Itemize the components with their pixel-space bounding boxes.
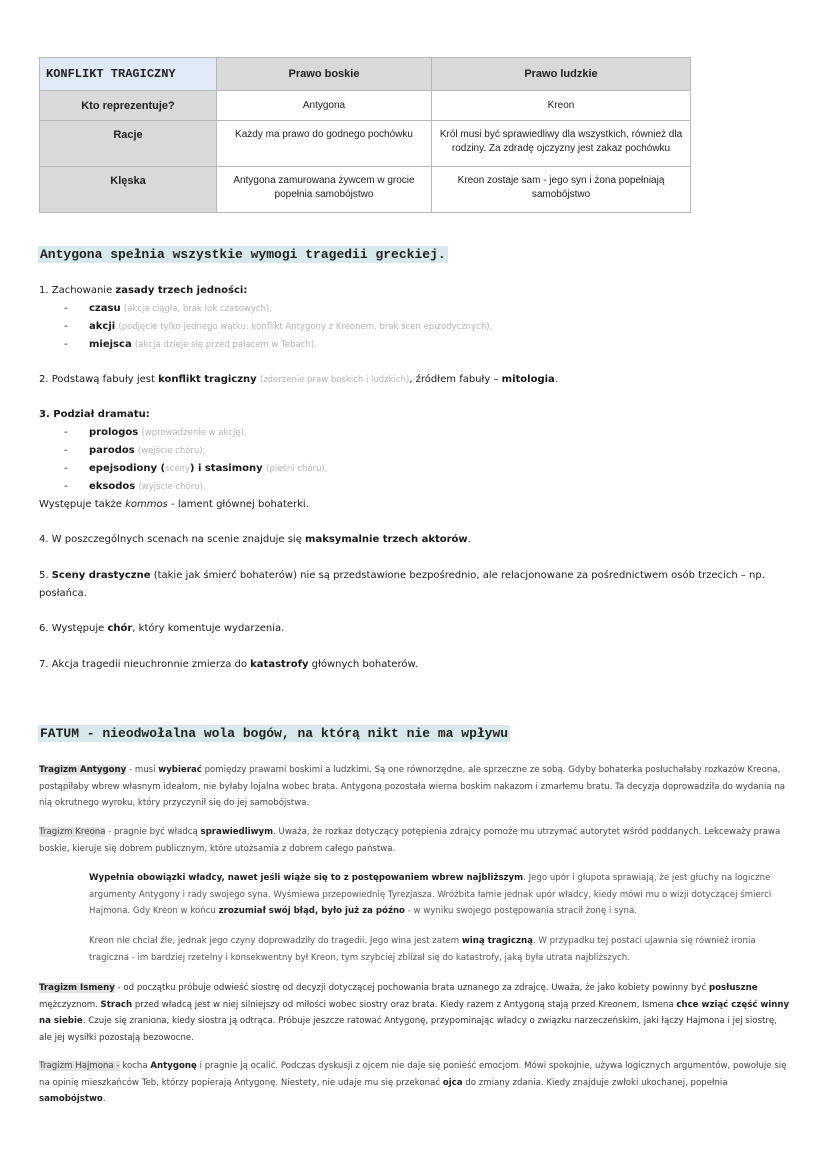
bold-text: samobójstwo <box>39 1094 103 1104</box>
bold-text: Strach <box>100 999 133 1010</box>
bold-text: maksymalnie trzech aktorów <box>305 534 468 545</box>
term: ) i stasimony <box>189 463 267 474</box>
term: eksodos <box>89 481 136 492</box>
text: do zmiany zdania. Kiedy znajduje zwłoki ukochanej, popełnia <box>462 1077 728 1088</box>
text: 7. Akcja tragedii nieuchronnie zmierza do <box>39 659 251 670</box>
conflict-table <box>39 57 691 213</box>
note: (akcja dzieje się przed pałacem w Tebach). <box>134 340 317 350</box>
text: Występuje także <box>39 499 126 510</box>
list-item: - parodos (wejście chóru), <box>64 445 206 456</box>
list-item: - prologos (wprowadzenie w akcję), <box>64 427 247 438</box>
term: prologos <box>89 427 139 438</box>
list-item: - miejsca (akcja dzieje się przed pałacem w Tebach). <box>64 339 317 350</box>
text: głównych bohaterów. <box>308 659 418 670</box>
paragraph-kreon <box>39 824 791 857</box>
text: . Jego upór i głupota sprawiają, że jest głuchy na logiczne argumenty Antygony i rady swojego syna. Wyśmiewa przepowiednię Tyrezjasza. Wróżbita łamie jednak upór władcy, kiedy mówi mu o wizji dotyczącej śmierci Hajmona. Gdy Kreon w końcu <box>89 873 772 916</box>
highlight-label: Tragizm Kreona <box>39 827 106 837</box>
highlight-label: Tragizm Ismeny <box>39 983 115 993</box>
table-corner-title: KONFLIKT TRAGICZNY <box>40 58 217 91</box>
text: . Czuje się zraniona, kiedy siostra ją odtrąca. Próbuje jeszcze ratować Antygonę, przypominając władcy o związku narzeczeńskim, jaki łączy Hajmona i jej siostrę, ale jej wysiłki pozostają bezowocne. <box>39 1016 777 1043</box>
text: (takie jak śmierć bohaterów) nie są przedstawione bezpośrednio, ale relacjonowane za pośrednictwem osób trzecich – np. <box>150 570 765 581</box>
point-6 <box>39 621 284 636</box>
term: akcji <box>89 321 116 332</box>
bold-text: Antygonę <box>150 1061 197 1071</box>
paragraph-antygona <box>39 762 791 812</box>
paragraph-kreon-detail <box>89 870 789 920</box>
note: sceny <box>165 464 190 474</box>
bold-text: winą tragiczną <box>461 936 533 946</box>
text: - w wyniku swojego postępowania stracił żonę i syna. <box>404 906 637 916</box>
table-col-header: Prawo ludzkie <box>432 58 691 91</box>
bold-text: zrozumiał swój błąd, było już za późno <box>218 906 405 916</box>
text: pomiędzy prawami boskimi a ludzkimi. Są one równorzędne, ale sprzeczne ze sobą. Gdyby bohaterka posłuchałaby rozkazów Kreona, postąpiłaby wbrew własnym ideałom, nie byłaby lojalna wobec brata. Antygona pozostała wierna boskim nakazom i zmarłemu bratu. Ta decyzja doprowadziła do wydania na nią okrutnego wyroku, który przyczynił się do jej samobójstwa. <box>39 765 786 808</box>
highlight-label: Tragizm Antygony <box>39 765 127 775</box>
list-item: - akcji (podjęcie tylko jednego wątku: konflikt Antygony z Kreonem, brak scen epizodycznych), <box>64 321 493 332</box>
table-cell: Antygona <box>217 91 432 121</box>
italic-text: kommos <box>125 499 168 510</box>
text: 5. <box>39 570 52 581</box>
bold-text: konflikt tragiczny <box>158 374 257 385</box>
list-item: - eksodos (wyjście chóru). <box>64 481 206 492</box>
text: . <box>102 1094 106 1104</box>
text: 1. Zachowanie <box>39 285 116 296</box>
note: (zderzenie praw boskich i ludzkich) <box>259 375 410 385</box>
note: (wprowadzenie w akcję), <box>141 428 247 438</box>
bold-text: chce wziąć część winny na siebie <box>39 999 790 1026</box>
table-cell: Kreon <box>432 91 691 121</box>
text: , źródłem fabuły – <box>409 374 502 385</box>
bold-text: wybierać <box>158 765 202 775</box>
text: i pragnie ją ocalić. Podczas dyskusji z ojcem nie daje się ponieść emocjom. Mówi spokojnie, używa logicznych argumentów, powołuje się na opinię mieszkańców Teb, którzy popierają Antygonę. Niestety, nie udaje mu się przekonać <box>39 1061 787 1088</box>
text: przed władcą jest w niej silniejszy od miłości wobec siostry oraz brata. Kiedy razem z Antygoną stają przed Kreonem, Ismena <box>132 999 677 1010</box>
bold-text: posłuszne <box>709 983 758 993</box>
point-5 <box>39 568 765 583</box>
paragraph-hajmon <box>39 1058 791 1108</box>
paragraph-ismena <box>39 980 791 1046</box>
highlight-label: Tragizm Hajmona - <box>39 1061 120 1071</box>
text: . <box>467 534 471 545</box>
text: - od początku próbuje odwieść siostrę od decyzji dotyczącej pochowania brata uznanego za zdrajcę. Uważa, że jako kobiety powinny być <box>114 983 709 993</box>
note: (akcja ciągła, brak luk czasowych), <box>123 304 272 314</box>
bold-text: 3. Podział dramatu: <box>39 409 150 420</box>
bold-text: Wypełnia obowiązki władcy, nawet jeśli wiąże się to z postępowaniem wbrew najbliższym <box>89 873 524 883</box>
text: 6. Występuje <box>39 623 108 634</box>
text: . <box>554 374 558 385</box>
text: . Uważa, że rozkaz dotyczący potępienia zdrajcy pomoże mu utrzymać autorytet wśród poddanych. Lekceważy prawa boskie, kieruje się dobrem publicznym, które utożsamia z dobrem całego państwa. <box>39 827 781 854</box>
term: parodos <box>89 445 135 456</box>
point-2 <box>39 372 558 388</box>
note: (podjęcie tylko jednego wątku: konflikt Antygony z Kreonem, brak scen epizodycznych), <box>118 322 493 332</box>
list-item: - czasu (akcja ciągła, brak luk czasowych), <box>64 303 272 314</box>
bold-text: Sceny drastyczne <box>51 570 151 581</box>
text: 4. W poszczególnych scenach na scenie znajduje się <box>39 534 306 545</box>
text: mężczyznom. <box>39 999 101 1010</box>
bold-text: ojca <box>442 1077 463 1088</box>
note: (wyjście chóru). <box>138 482 206 492</box>
term: miejsca <box>89 339 132 350</box>
paragraph-kreon-guilt <box>89 933 789 966</box>
point-7 <box>39 657 418 672</box>
bold-text: mitologia <box>501 374 555 385</box>
table-row-header: Kto reprezentuje? <box>40 91 217 121</box>
section-heading-fatum: FATUM - nieodwołalna wola bogów, na którą nikt nie ma wpływu <box>40 726 509 741</box>
table-cell: Kreon zostaje sam - jego syn i żona popełniają samobójstwo <box>432 167 691 213</box>
table-row-header: Klęska <box>40 167 217 213</box>
table-cell: Antygona zamurowana żywcem w grocie popełnia samobójstwo <box>217 167 432 213</box>
text: ( <box>157 463 166 474</box>
text: . W przypadku tej postaci ujawnia się również ironia tragiczna - im bardziej rzetelny i konsekwentny był Kreon, tym szybciej zbliżał się do katastrofy, jaką była utrata najbliższych. <box>89 936 756 963</box>
note: (pieśni chóru), <box>266 464 328 474</box>
text: - pragnie być władcą <box>105 827 201 837</box>
point-5-cont: posłańca. <box>39 588 87 599</box>
text: - lament głównej bohaterki. <box>167 499 309 510</box>
text: Kreon nie chciał źle, jednak jego czyny doprowadziły do tragedii. Jego wina jest zatem <box>89 936 462 946</box>
kommos-note <box>39 497 309 512</box>
table-row <box>40 121 691 167</box>
section-heading-tragedy: Antygona spełnia wszystkie wymogi tragedii greckiej. <box>40 247 446 262</box>
note: (wejście chóru), <box>137 446 206 456</box>
text: , który komentuje wydarzenia. <box>132 623 285 634</box>
table-col-header: Prawo boskie <box>217 58 432 91</box>
bold-text: katastrofy <box>250 659 309 670</box>
table-cell: Każdy ma prawo do godnego pochówku <box>217 121 432 167</box>
table-cell: Król musi być sprawiedliwy dla wszystkich, również dla rodziny. Za zdradę ojczyzny jest zakaz pochówku <box>432 121 691 167</box>
text: 2. Podstawą fabuły jest <box>39 374 159 385</box>
text: kocha <box>119 1061 151 1071</box>
bold-text: sprawiedliwym <box>200 827 274 837</box>
table-row <box>40 91 691 121</box>
bold-text: chór <box>107 623 133 634</box>
term: czasu <box>89 303 121 314</box>
bold-text: zasady trzech jedności: <box>115 285 248 296</box>
term: epejsodiony <box>89 463 158 474</box>
table-row <box>40 167 691 213</box>
text: - musi <box>126 765 159 775</box>
point-1 <box>39 283 247 298</box>
point-4 <box>39 532 471 547</box>
table-header-row <box>40 58 691 91</box>
table-row-header: Racje <box>40 121 217 167</box>
point-3 <box>39 407 150 422</box>
list-item: - epejsodiony (sceny) i stasimony (pieśni chóru), <box>64 463 328 474</box>
